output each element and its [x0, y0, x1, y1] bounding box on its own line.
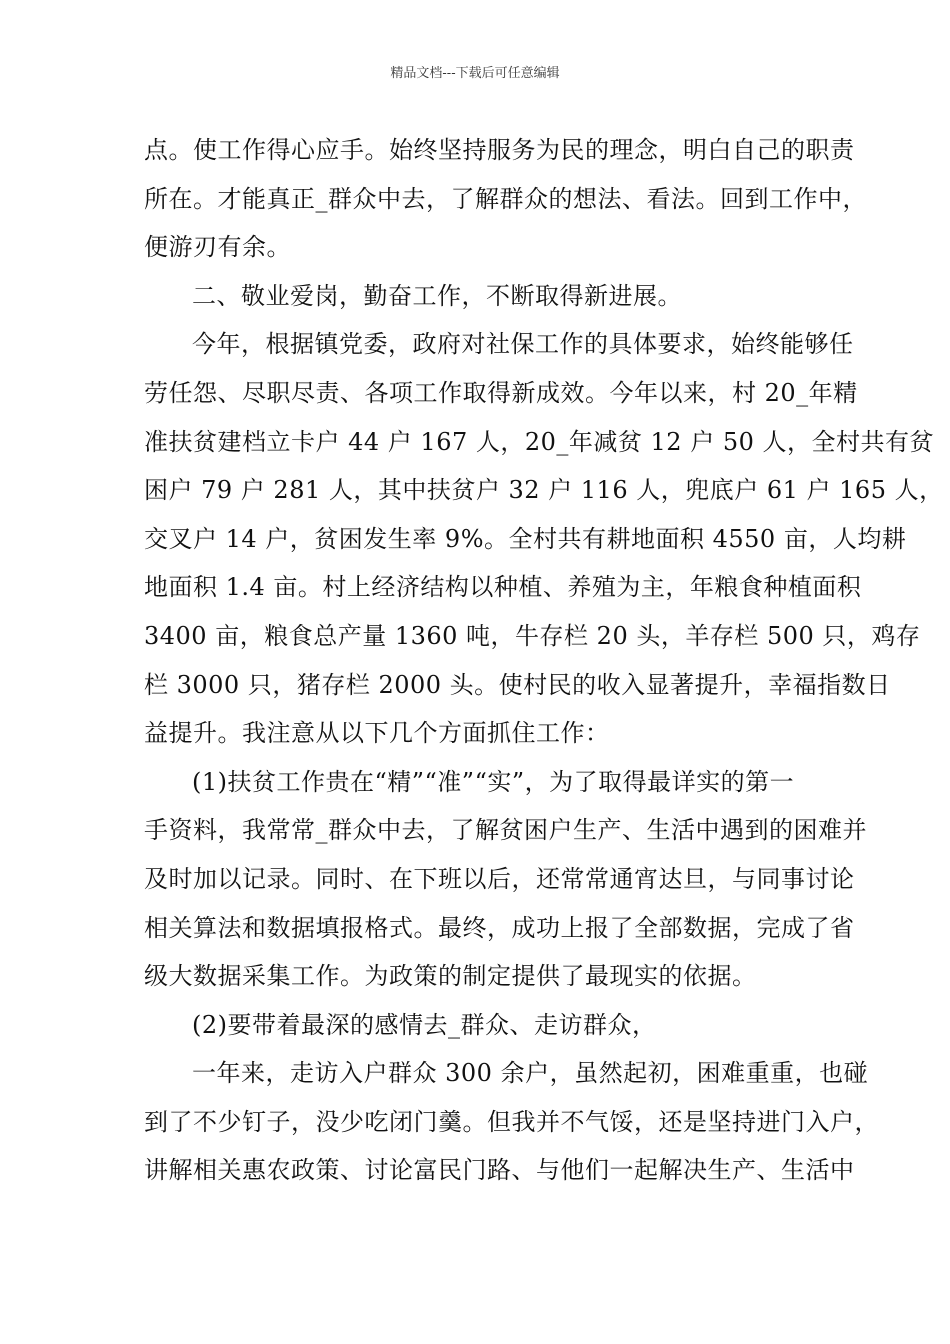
paragraph [144, 320, 944, 757]
text-line: 栏 3000 只，猪存栏 2000 头。使村民的收入显著提升，幸福指数日 [144, 670, 891, 699]
page-header: 精品文档---下载后可任意编辑 [390, 66, 560, 81]
text-line: 到了不少钉子，没少吃闭门羹。但我并不气馁，还是坚持进门入户， [144, 1107, 879, 1136]
text-line: 今年，根据镇党委，政府对社保工作的具体要求，始终能够任 [192, 330, 854, 359]
text-line: 3400 亩，粮食总产量 1360 吨，牛存栏 20 头，羊存栏 500 只，鸡存 [144, 621, 921, 650]
text-line: 相关算法和数据填报格式。最终，成功上报了全部数据，完成了省 [144, 913, 855, 942]
text-line: 交叉户 14 户，贫困发生率 9%。全村共有耕地面积 4550 亩，人均耕 [144, 524, 907, 553]
paragraph [144, 758, 867, 1001]
text-line: 讲解相关惠农政策、讨论富民门路、与他们一起解决生产、生活中 [144, 1156, 855, 1185]
text-line: 所在。才能真正_群众中去，了解群众的想法、看法。回到工作中， [144, 184, 867, 213]
text-line: 及时加以记录。同时、在下班以后，还常常通宵达旦，与同事讨论 [144, 864, 855, 893]
document-body [144, 126, 944, 1195]
text-line: 二、敬业爱岗，勤奋工作，不断取得新进展。 [192, 281, 682, 310]
text-line: 准扶贫建档立卡户 44 户 167 人，20_年减贫 12 户 50 人，全村共有贫 [144, 427, 934, 456]
text-line: 手资料，我常常_群众中去，了解贫困户生产、生活中遇到的困难并 [144, 816, 867, 845]
paragraph [144, 1049, 879, 1195]
text-line: 便游刃有余。 [144, 233, 291, 262]
text-line: 益提升。我注意从以下几个方面抓住工作： [144, 719, 610, 748]
text-line: (1)扶贫工作贵在“精”“准”“实”，为了取得最详实的第一 [192, 767, 795, 796]
paragraph [144, 1001, 824, 1050]
text-line: 一年来，走访入户群众 300 余户，虽然起初，困难重重，也碰 [192, 1059, 869, 1088]
text-line: 级大数据采集工作。为政策的制定提供了最现实的依据。 [144, 962, 757, 991]
paragraph [144, 126, 867, 272]
section-heading [144, 272, 824, 321]
text-line: 劳任怨、尽职尽责、各项工作取得新成效。今年以来，村 20_年精 [144, 378, 858, 407]
text-line: 困户 79 户 281 人，其中扶贫户 32 户 116 人，兜底户 61 户 165 人， [144, 476, 944, 505]
text-line: 点。使工作得心应手。始终坚持服务为民的理念，明白自己的职责 [144, 136, 855, 164]
text-line: 地面积 1.4 亩。村上经济结构以种植、养殖为主，年粮食种植面积 [144, 573, 862, 602]
text-line: (2)要带着最深的感情去_群众、走访群众， [192, 1010, 657, 1039]
